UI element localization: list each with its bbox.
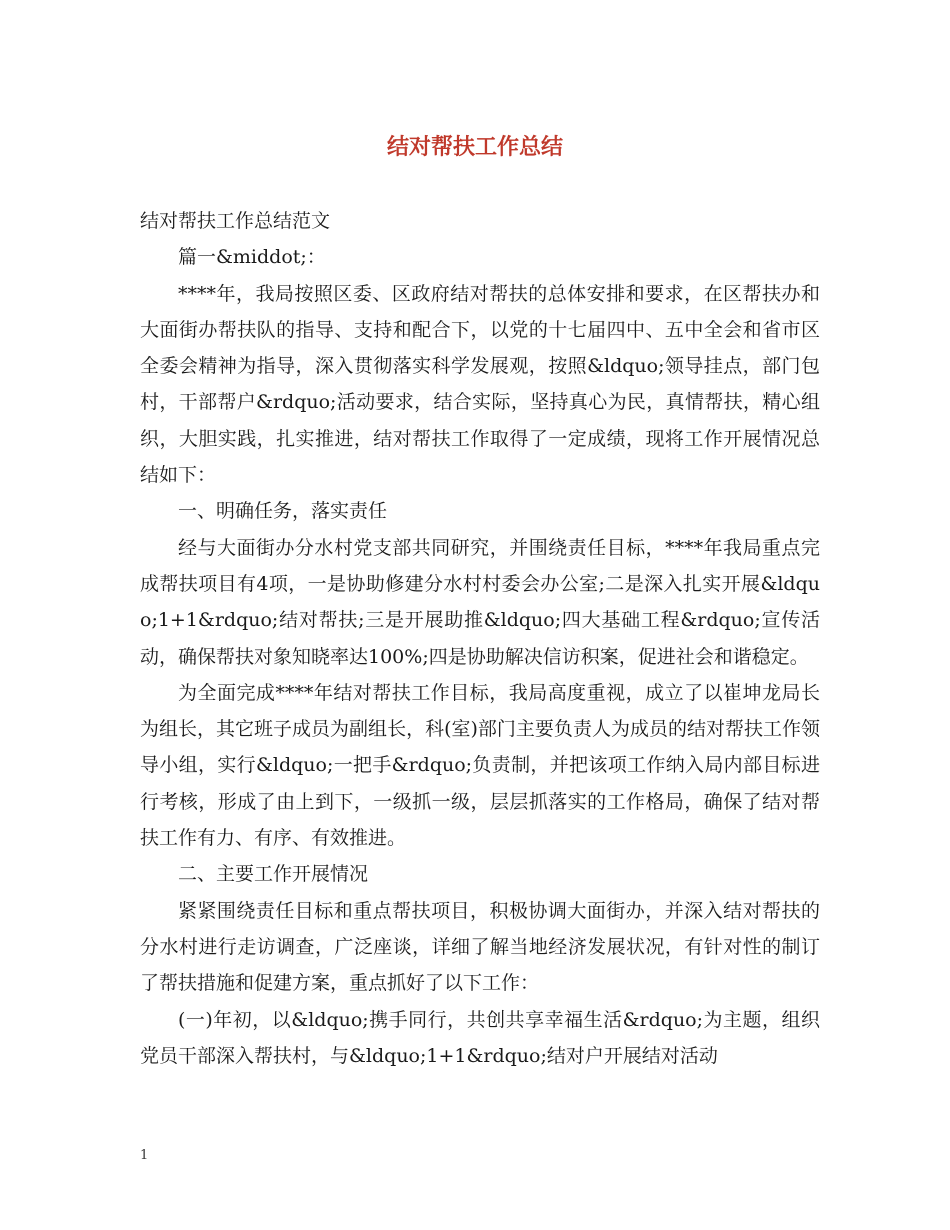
section-label-paragraph: 篇一&middot;： (178, 246, 326, 269)
subtitle-paragraph: 结对帮扶工作总结范文 (140, 210, 331, 232)
body-paragraph: 经与大面街办分水村党支部共同研究，并围绕责任目标，****年我局重点完成帮扶项目有4项，一是协助修建分水村村委会办公室;二是深入扎实开展&ldquo;1+1&rdquo;结对帮扶;三是开展助推&ldquo;四大基础工程&rdquo;宣传活动，确保帮扶对象知晓率达100%;四是协助解决信访积案，促进社会和谐稳定。 (140, 536, 820, 668)
heading-one: 一、明确任务，落实责任 (178, 500, 388, 523)
page-number: 1 (140, 1148, 149, 1163)
document-body (140, 203, 820, 1074)
body-paragraph: 为全面完成****年结对帮扶工作目标，我局高度重视，成立了以崔坤龙局长为组长，其它班子成员为副组长，科(室)部门主要负责人为成员的结对帮扶工作领导小组，实行&ldquo;一把手&rdquo;负责制，并把该项工作纳入局内部目标进行考核，形成了由上到下，一级抓一级，层层抓落实的工作格局，确保了结对帮扶工作有力、有序、有效推进。 (140, 681, 820, 850)
body-paragraph: (一)年初，以&ldquo;携手同行，共创共享幸福生活&rdquo;为主题，组织党员干部深入帮扶村，与&ldquo;1+1&rdquo;结对户开展结对活动 (140, 1008, 820, 1067)
heading-two: 二、主要工作开展情况 (178, 863, 369, 886)
body-paragraph: 紧紧围绕责任目标和重点帮扶项目，积极协调大面街办，并深入结对帮扶的分水村进行走访调查，广泛座谈，详细了解当地经济发展状况，有针对性的制订了帮扶措施和促建方案，重点抓好了以下工作： (140, 899, 820, 995)
document-title: 结对帮扶工作总结 (386, 135, 563, 160)
intro-paragraph: ****年，我局按照区委、区政府结对帮扶的总体安排和要求，在区帮扶办和大面街办帮扶队的指导、支持和配合下，以党的十七届四中、五中全会和省市区全委会精神为指导，深入贯彻落实科学发展观，按照&ldquo;领导挂点，部门包村，干部帮户&rdquo;活动要求，结合实际，坚持真心为民，真情帮扶，精心组织，大胆实践，扎实推进，结对帮扶工作取得了一定成绩，现将工作开展情况总结如下： (140, 282, 820, 487)
